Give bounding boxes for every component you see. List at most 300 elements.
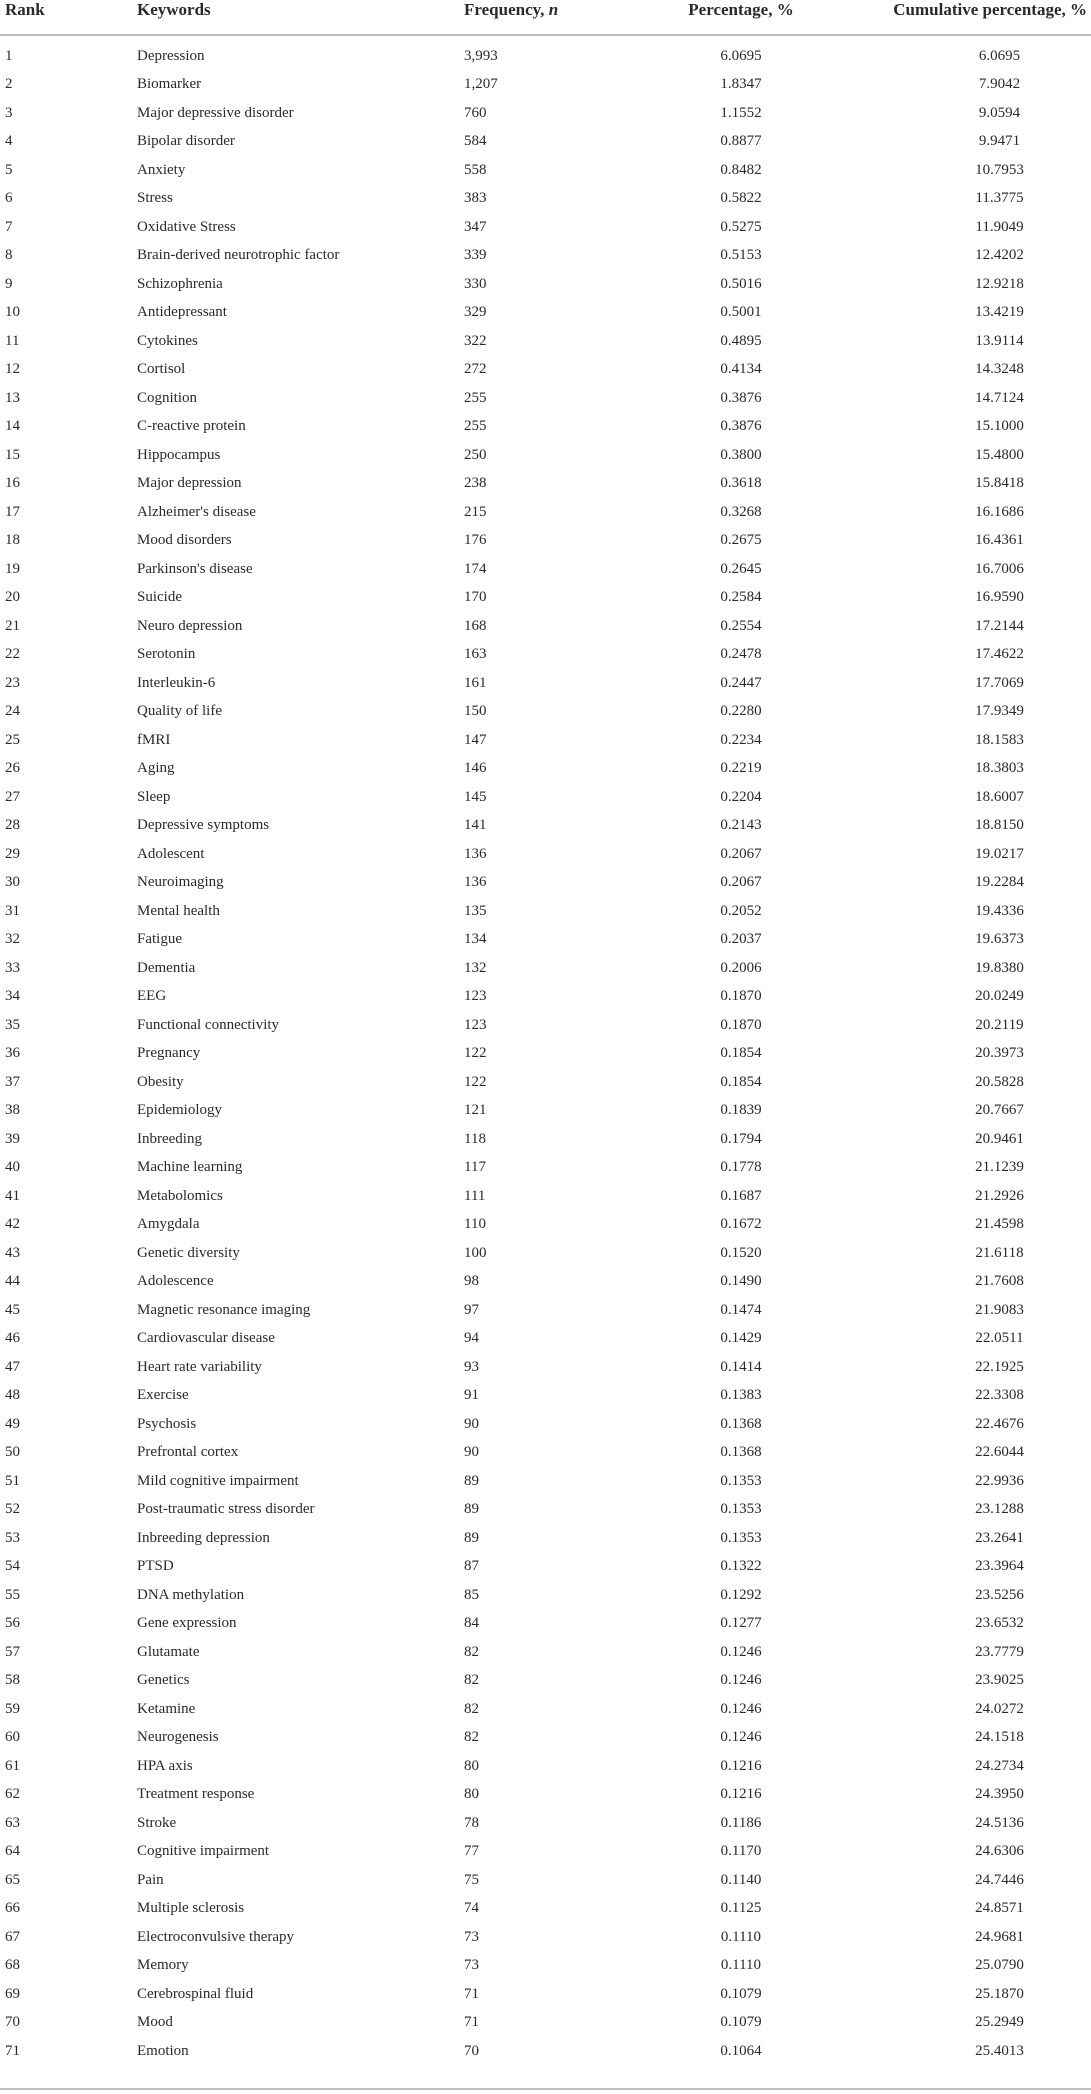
cell-frequency: 70	[464, 2042, 479, 2059]
cell-percentage: 1.1552	[720, 104, 762, 121]
table-row	[0, 1610, 1091, 1639]
cell-cumulative: 9.9471	[978, 133, 1021, 150]
cell-keyword: Stress	[137, 190, 173, 207]
cell-keyword: Fatigue	[137, 931, 182, 948]
cell-cumulative: 24.5136	[975, 1814, 1024, 1831]
table-row	[0, 470, 1091, 499]
cell-percentage: 0.1429	[720, 1330, 762, 1347]
cell-cumulative: 12.4202	[975, 247, 1024, 264]
table-row	[0, 783, 1091, 812]
table-row	[0, 1809, 1091, 1838]
cell-keyword: Dementia	[137, 959, 196, 976]
cell-cumulative: 22.0511	[975, 1330, 1024, 1347]
cell-frequency: 74	[464, 1900, 479, 1917]
cell-percentage: 0.5001	[720, 304, 762, 321]
cell-keyword: Magnetic resonance imaging	[137, 1301, 311, 1318]
cell-cumulative: 20.7667	[975, 1102, 1024, 1119]
cell-frequency: 760	[464, 104, 487, 121]
cell-percentage: 0.3268	[720, 503, 762, 520]
cell-cumulative: 21.2926	[975, 1187, 1024, 1204]
cell-cumulative: 24.1518	[975, 1729, 1024, 1746]
cell-keyword: Bipolar disorder	[137, 133, 235, 150]
cell-frequency: 123	[464, 1016, 487, 1033]
cell-percentage: 0.2447	[720, 674, 762, 691]
table-row	[0, 1524, 1091, 1553]
cell-frequency: 82	[464, 1672, 479, 1689]
table-row	[0, 1268, 1091, 1297]
cell-keyword: Mild cognitive impairment	[137, 1472, 299, 1489]
cell-percentage: 0.1246	[720, 1672, 762, 1689]
cell-rank: 11	[5, 332, 20, 349]
cell-cumulative: 14.7124	[975, 389, 1024, 406]
table-row	[0, 185, 1091, 214]
cell-frequency: 215	[464, 503, 487, 520]
cell-cumulative: 13.4219	[975, 304, 1024, 321]
cell-cumulative: 22.4676	[975, 1415, 1024, 1432]
cell-percentage: 0.1170	[720, 1843, 762, 1860]
cell-keyword: fMRI	[137, 731, 171, 748]
table-row	[0, 1667, 1091, 1696]
cell-keyword: Genetic diversity	[137, 1244, 240, 1261]
cell-cumulative: 19.6373	[975, 931, 1024, 948]
cell-rank: 9	[5, 275, 13, 292]
table-row	[0, 612, 1091, 641]
cell-cumulative: 21.6118	[975, 1244, 1024, 1261]
cell-keyword: Mental health	[137, 902, 220, 919]
table-row	[0, 35, 1091, 71]
cell-cumulative: 17.4622	[975, 646, 1024, 663]
cell-percentage: 0.5822	[720, 190, 762, 207]
cell-keyword: Adolescent	[137, 845, 205, 862]
cell-percentage: 0.1186	[720, 1814, 762, 1831]
cell-frequency: 90	[464, 1415, 479, 1432]
cell-keyword: Depressive symptoms	[137, 817, 270, 834]
cell-rank: 50	[5, 1444, 20, 1461]
cell-keyword: Obesity	[137, 1073, 184, 1090]
cell-rank: 65	[5, 1871, 20, 1888]
cell-keyword: Prefrontal cortex	[137, 1444, 239, 1461]
cell-cumulative: 20.5828	[975, 1073, 1024, 1090]
cell-rank: 3	[5, 104, 13, 121]
cell-frequency: 161	[464, 674, 487, 691]
cell-rank: 4	[5, 133, 13, 150]
cell-frequency: 135	[464, 902, 487, 919]
cell-rank: 58	[5, 1672, 20, 1689]
cell-cumulative: 16.4361	[975, 532, 1024, 549]
cell-cumulative: 24.0272	[975, 1700, 1024, 1717]
table-row	[0, 327, 1091, 356]
cell-percentage: 0.3618	[720, 475, 762, 492]
table-row	[0, 1923, 1091, 1952]
table-row	[0, 1068, 1091, 1097]
cell-cumulative: 15.8418	[975, 475, 1024, 492]
cell-percentage: 0.1140	[720, 1871, 762, 1888]
cell-rank: 8	[5, 247, 13, 264]
cell-percentage: 0.2037	[720, 931, 762, 948]
table-row	[0, 413, 1091, 442]
cell-keyword: Machine learning	[137, 1159, 243, 1176]
cell-rank: 16	[5, 475, 20, 492]
cell-rank: 24	[5, 703, 20, 720]
cell-frequency: 85	[464, 1586, 479, 1603]
cell-keyword: Stroke	[137, 1814, 177, 1831]
cell-percentage: 0.1368	[720, 1415, 762, 1432]
cell-rank: 20	[5, 589, 20, 606]
table-row	[0, 869, 1091, 898]
cell-keyword: Electroconvulsive therapy	[137, 1928, 295, 1945]
cell-rank: 49	[5, 1415, 20, 1432]
cell-cumulative: 24.6306	[975, 1843, 1024, 1860]
cell-cumulative: 25.4013	[975, 2042, 1024, 2059]
cell-frequency: 82	[464, 1700, 479, 1717]
cell-rank: 56	[5, 1615, 20, 1632]
cell-frequency: 122	[464, 1073, 487, 1090]
header-frequency-label: Frequency,	[464, 0, 545, 19]
table-body	[0, 35, 1091, 2066]
cell-percentage: 0.2645	[720, 560, 762, 577]
cell-rank: 53	[5, 1529, 20, 1546]
cell-keyword: Oxidative Stress	[137, 218, 236, 235]
cell-percentage: 0.1520	[720, 1244, 762, 1261]
cell-keyword: Cerebrospinal fluid	[137, 1985, 254, 2002]
table-row	[0, 954, 1091, 983]
cell-percentage: 0.1368	[720, 1444, 762, 1461]
cell-cumulative: 21.4598	[975, 1216, 1024, 1233]
cell-rank: 57	[5, 1643, 20, 1660]
cell-keyword: Amygdala	[137, 1216, 200, 1233]
cell-percentage: 0.1353	[720, 1529, 762, 1546]
cell-rank: 52	[5, 1501, 20, 1518]
cell-keyword: Schizophrenia	[137, 275, 223, 292]
cell-rank: 27	[5, 788, 20, 805]
cell-percentage: 0.8482	[720, 161, 762, 178]
cell-cumulative: 23.7779	[975, 1643, 1024, 1660]
cell-keyword: Neuroimaging	[137, 874, 224, 891]
cell-rank: 15	[5, 446, 20, 463]
cell-cumulative: 23.1288	[975, 1501, 1024, 1518]
table-row	[0, 1695, 1091, 1724]
cell-percentage: 0.4134	[720, 361, 762, 378]
cell-percentage: 0.2554	[720, 617, 762, 634]
cell-rank: 41	[5, 1187, 20, 1204]
cell-rank: 25	[5, 731, 20, 748]
table-row	[0, 1040, 1091, 1069]
table-row	[0, 270, 1091, 299]
cell-rank: 13	[5, 389, 20, 406]
cell-keyword: Anxiety	[137, 161, 186, 178]
cell-rank: 47	[5, 1358, 20, 1375]
cell-frequency: 168	[464, 617, 487, 634]
cell-frequency: 118	[464, 1130, 486, 1147]
cell-keyword: HPA axis	[137, 1757, 193, 1774]
cell-frequency: 145	[464, 788, 487, 805]
table-row	[0, 213, 1091, 242]
cell-cumulative: 15.4800	[975, 446, 1024, 463]
cell-rank: 31	[5, 902, 20, 919]
table-row	[0, 1952, 1091, 1981]
cell-keyword: Adolescence	[137, 1273, 214, 1290]
cell-keyword: Major depressive disorder	[137, 104, 294, 121]
cell-cumulative: 23.2641	[975, 1529, 1024, 1546]
header-row	[0, 0, 1091, 35]
cell-percentage: 0.1353	[720, 1501, 762, 1518]
table-row	[0, 1097, 1091, 1126]
cell-frequency: 93	[464, 1358, 479, 1375]
cell-keyword: Quality of life	[137, 703, 222, 720]
cell-cumulative: 21.7608	[975, 1273, 1024, 1290]
table-row	[0, 897, 1091, 926]
cell-percentage: 0.2204	[720, 788, 762, 805]
cell-keyword: EEG	[137, 988, 167, 1005]
cell-cumulative: 24.2734	[975, 1757, 1024, 1774]
table-row	[0, 840, 1091, 869]
cell-frequency: 82	[464, 1643, 479, 1660]
cell-keyword: Heart rate variability	[137, 1358, 262, 1375]
cell-rank: 39	[5, 1130, 20, 1147]
cell-frequency: 238	[464, 475, 487, 492]
cell-frequency: 136	[464, 845, 487, 862]
table-row	[0, 555, 1091, 584]
cell-rank: 33	[5, 959, 20, 976]
cell-rank: 40	[5, 1159, 20, 1176]
cell-keyword: Biomarker	[137, 76, 202, 93]
cell-frequency: 84	[464, 1615, 479, 1632]
cell-keyword: Parkinson's disease	[137, 560, 253, 577]
table-row	[0, 242, 1091, 271]
table-row	[0, 698, 1091, 727]
cell-percentage: 0.3876	[720, 389, 762, 406]
cell-frequency: 89	[464, 1501, 479, 1518]
cell-rank: 59	[5, 1700, 20, 1717]
cell-rank: 55	[5, 1586, 20, 1603]
table-row	[0, 641, 1091, 670]
cell-frequency: 272	[464, 361, 487, 378]
cell-frequency: 132	[464, 959, 487, 976]
table-row	[0, 584, 1091, 613]
cell-rank: 36	[5, 1045, 20, 1062]
cell-rank: 23	[5, 674, 20, 691]
cell-frequency: 122	[464, 1045, 487, 1062]
cell-frequency: 174	[464, 560, 487, 577]
cell-percentage: 0.2584	[720, 589, 762, 606]
cell-cumulative: 25.2949	[975, 2014, 1024, 2031]
table-row	[0, 1353, 1091, 1382]
cell-frequency: 383	[464, 190, 487, 207]
cell-cumulative: 18.8150	[975, 817, 1024, 834]
table-header	[0, 0, 1091, 35]
cell-frequency: 147	[464, 731, 487, 748]
cell-percentage: 0.1870	[720, 1016, 762, 1033]
cell-cumulative: 24.3950	[975, 1786, 1024, 1803]
cell-frequency: 255	[464, 418, 487, 435]
cell-cumulative: 23.3964	[975, 1558, 1024, 1575]
cell-rank: 63	[5, 1814, 20, 1831]
cell-rank: 62	[5, 1786, 20, 1803]
cell-keyword: Functional connectivity	[137, 1016, 280, 1033]
cell-percentage: 0.4895	[720, 332, 762, 349]
table-row	[0, 1553, 1091, 1582]
cell-keyword: Antidepressant	[137, 304, 227, 321]
cell-cumulative: 18.3803	[975, 760, 1024, 777]
cell-keyword: Aging	[137, 760, 175, 777]
table-row	[0, 1410, 1091, 1439]
cell-keyword: DNA methylation	[137, 1586, 245, 1603]
cell-percentage: 0.1216	[720, 1786, 762, 1803]
cell-rank: 5	[5, 161, 13, 178]
cell-frequency: 87	[464, 1558, 479, 1575]
cell-keyword: Suicide	[137, 589, 182, 606]
cell-keyword: Inbreeding	[137, 1130, 202, 1147]
cell-cumulative: 16.1686	[975, 503, 1024, 520]
cell-cumulative: 18.1583	[975, 731, 1024, 748]
cell-percentage: 0.1292	[720, 1586, 762, 1603]
cell-percentage: 0.2478	[720, 646, 762, 663]
cell-cumulative: 16.9590	[975, 589, 1024, 606]
cell-rank: 1	[5, 47, 13, 64]
cell-keyword: Serotonin	[137, 646, 196, 663]
cell-frequency: 250	[464, 446, 487, 463]
cell-keyword: Cardiovascular disease	[137, 1330, 275, 1347]
cell-percentage: 0.2234	[720, 731, 762, 748]
cell-keyword: Psychosis	[137, 1415, 197, 1432]
cell-cumulative: 22.9936	[975, 1472, 1024, 1489]
table-row	[0, 1895, 1091, 1924]
cell-percentage: 0.5153	[720, 247, 762, 264]
table-row	[0, 1467, 1091, 1496]
table-row	[0, 1496, 1091, 1525]
cell-frequency: 97	[464, 1301, 479, 1318]
cell-frequency: 121	[464, 1102, 487, 1119]
cell-keyword: Cognitive impairment	[137, 1843, 270, 1860]
cell-cumulative: 22.1925	[975, 1358, 1024, 1375]
cell-cumulative: 19.0217	[975, 845, 1024, 862]
cell-keyword: Glutamate	[137, 1643, 200, 1660]
cell-keyword: Ketamine	[137, 1700, 196, 1717]
table-row	[0, 1125, 1091, 1154]
cell-keyword: Neurogenesis	[137, 1729, 219, 1746]
cell-keyword: Memory	[137, 1957, 189, 1974]
cell-percentage: 0.1322	[720, 1558, 762, 1575]
cell-frequency: 1,207	[464, 76, 498, 93]
table-row	[0, 1154, 1091, 1183]
cell-keyword: Cytokines	[137, 332, 198, 349]
table-row	[0, 1011, 1091, 1040]
table-row	[0, 2037, 1091, 2066]
cell-percentage: 0.8877	[720, 133, 762, 150]
header-percentage: Percentage, %	[654, 0, 828, 35]
cell-rank: 66	[5, 1900, 20, 1917]
cell-percentage: 0.1216	[720, 1757, 762, 1774]
cell-frequency: 146	[464, 760, 487, 777]
cell-percentage: 0.3876	[720, 418, 762, 435]
table-row	[0, 926, 1091, 955]
cell-keyword: Brain-derived neurotrophic factor	[137, 247, 340, 264]
table-row	[0, 1439, 1091, 1468]
cell-cumulative: 25.1870	[975, 1985, 1024, 2002]
cell-percentage: 0.1064	[720, 2042, 762, 2059]
cell-frequency: 71	[464, 1985, 479, 2002]
cell-percentage: 0.1870	[720, 988, 762, 1005]
cell-cumulative: 20.2119	[975, 1016, 1024, 1033]
table-row	[0, 1239, 1091, 1268]
cell-cumulative: 10.7953	[975, 161, 1024, 178]
cell-keyword: Alzheimer's disease	[137, 503, 256, 520]
cell-frequency: 322	[464, 332, 487, 349]
table-row	[0, 356, 1091, 385]
cell-frequency: 100	[464, 1244, 487, 1261]
cell-cumulative: 18.6007	[975, 788, 1024, 805]
table-row	[0, 1182, 1091, 1211]
header-cumulative: Cumulative percentage, %	[828, 0, 1091, 35]
cell-keyword: Depression	[137, 47, 205, 64]
cell-percentage: 0.1353	[720, 1472, 762, 1489]
cell-percentage: 0.1383	[720, 1387, 762, 1404]
cell-cumulative: 13.9114	[975, 332, 1024, 349]
cell-percentage: 0.2280	[720, 703, 762, 720]
cell-frequency: 91	[464, 1387, 479, 1404]
cell-rank: 6	[5, 190, 13, 207]
header-frequency	[464, 0, 654, 35]
cell-rank: 19	[5, 560, 20, 577]
cell-keyword: Pain	[137, 1871, 164, 1888]
cell-percentage: 0.1672	[720, 1216, 762, 1233]
cell-cumulative: 19.2284	[975, 874, 1024, 891]
cell-frequency: 80	[464, 1786, 479, 1803]
cell-frequency: 339	[464, 247, 487, 264]
cell-frequency: 111	[464, 1187, 486, 1204]
cell-cumulative: 15.1000	[975, 418, 1024, 435]
cell-rank: 32	[5, 931, 20, 948]
cell-rank: 21	[5, 617, 20, 634]
table-row	[0, 1211, 1091, 1240]
cell-frequency: 90	[464, 1444, 479, 1461]
cell-percentage: 0.1246	[720, 1643, 762, 1660]
header-rank: Rank	[0, 0, 137, 35]
table-row	[0, 1581, 1091, 1610]
cell-cumulative: 22.3308	[975, 1387, 1024, 1404]
cell-percentage: 0.2006	[720, 959, 762, 976]
cell-percentage: 0.1854	[720, 1073, 762, 1090]
cell-percentage: 0.1246	[720, 1729, 762, 1746]
table-row	[0, 812, 1091, 841]
cell-frequency: 584	[464, 133, 487, 150]
table-row	[0, 1382, 1091, 1411]
cell-cumulative: 25.0790	[975, 1957, 1024, 1974]
cell-rank: 44	[5, 1273, 20, 1290]
cell-percentage: 0.1246	[720, 1700, 762, 1717]
header-keywords: Keywords	[137, 0, 464, 35]
cell-frequency: 558	[464, 161, 487, 178]
cell-frequency: 94	[464, 1330, 479, 1347]
cell-keyword: Pregnancy	[137, 1045, 201, 1062]
cell-frequency: 347	[464, 218, 487, 235]
cell-frequency: 73	[464, 1928, 479, 1945]
cell-percentage: 0.2675	[720, 532, 762, 549]
cell-percentage: 6.0695	[720, 47, 762, 64]
cell-percentage: 0.2143	[720, 817, 762, 834]
table-row	[0, 2009, 1091, 2038]
cell-frequency: 75	[464, 1871, 479, 1888]
cell-percentage: 0.1490	[720, 1273, 762, 1290]
cell-keyword: Interleukin-6	[137, 674, 216, 691]
cell-rank: 22	[5, 646, 20, 663]
cell-percentage: 1.8347	[720, 76, 762, 93]
cell-frequency: 150	[464, 703, 487, 720]
cell-rank: 42	[5, 1216, 20, 1233]
cell-rank: 69	[5, 1985, 20, 2002]
table-row	[0, 1296, 1091, 1325]
table-row	[0, 99, 1091, 128]
